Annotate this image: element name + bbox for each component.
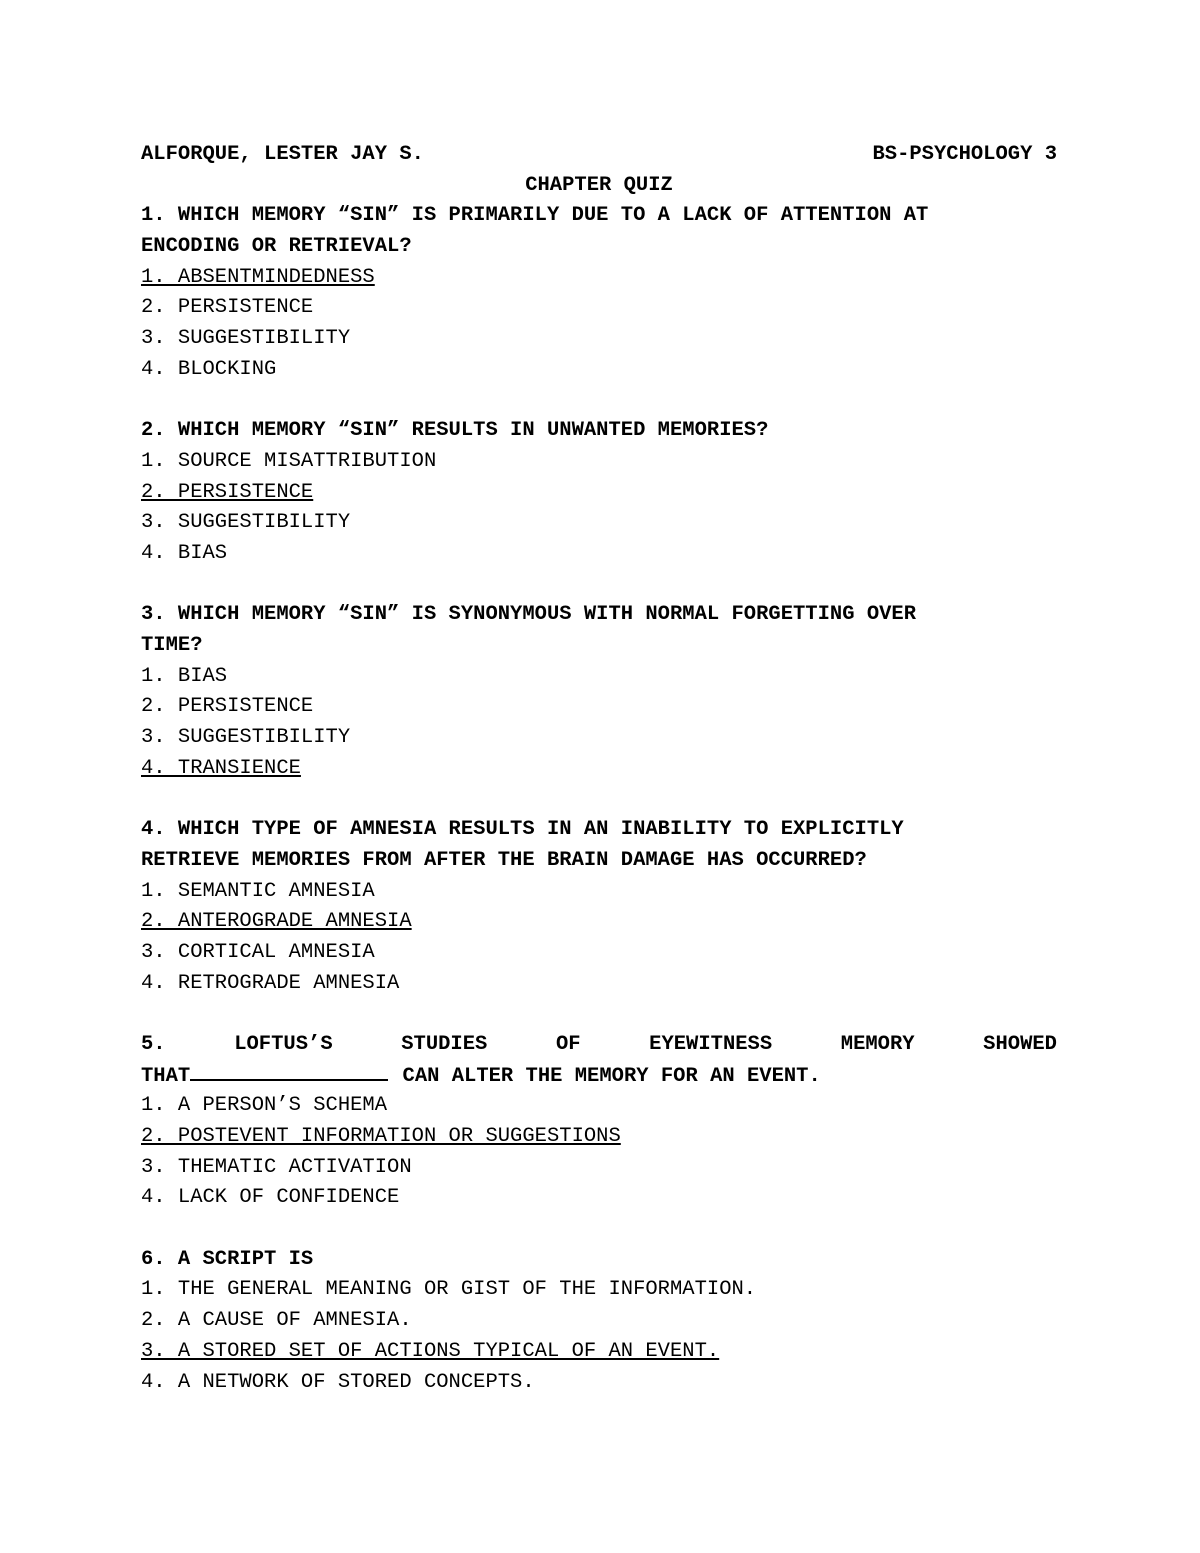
question-1-text-line-1: 1. WHICH MEMORY “SIN” IS PRIMARILY DUE TO A LACK OF ATTENTION AT [141, 204, 929, 228]
question-3-text-line-1: 3. WHICH MEMORY “SIN” IS SYNONYMOUS WITH NORMAL FORGETTING OVER [141, 603, 917, 627]
question-5-word: STUDIES [401, 1032, 488, 1056]
spacer [141, 784, 1057, 815]
question-5-option-4: 4. LACK OF CONFIDENCE [141, 1186, 400, 1210]
document-content [141, 140, 1057, 1398]
question-4-option-1: 1. SEMANTIC AMNESIA [141, 879, 375, 903]
question-6-option-3: 3. A STORED SET OF ACTIONS TYPICAL OF AN EVENT. [141, 1339, 720, 1363]
question-5-word: SHOWED [983, 1032, 1057, 1056]
question-5-option-3: 3. THEMATIC ACTIVATION [141, 1155, 412, 1179]
fill-in-blank [190, 1061, 388, 1081]
question-4-option-2: 2. ANTEROGRADE AMNESIA [141, 910, 412, 934]
question-3-option-4: 4. TRANSIENCE [141, 756, 301, 780]
question-5-word: MEMORY [840, 1032, 915, 1056]
question-6-text-line-1: 6. A SCRIPT IS [141, 1247, 314, 1271]
spacer [141, 570, 1057, 601]
question-6-option-1: 1. THE GENERAL MEANING OR GIST OF THE INFORMATION. [141, 1278, 757, 1302]
question-1-line-1 [141, 201, 1057, 232]
question-5-text-line-2 [141, 1061, 1057, 1092]
question-5 [141, 1030, 1057, 1214]
question-5-word: OF [555, 1032, 581, 1056]
question-3-option-2: 2. PERSISTENCE [141, 695, 314, 719]
question-1-option-3: 3. SUGGESTIBILITY [141, 327, 351, 351]
question-5-line-2-end: CAN ALTER THE MEMORY FOR AN EVENT. [390, 1064, 821, 1088]
question-5-line-2-start: THAT [141, 1064, 191, 1088]
question-1-option-2: 2. PERSISTENCE [141, 296, 314, 320]
question-2 [141, 416, 1057, 569]
question-2-option-1: 1. SOURCE MISATTRIBUTION [141, 449, 437, 473]
header-row [141, 140, 1057, 171]
question-6 [141, 1245, 1057, 1398]
question-5-option-2: 2. POSTEVENT INFORMATION OR SUGGESTIONS [141, 1125, 621, 1148]
question-2-option-4: 4. BIAS [141, 541, 228, 565]
student-name: ALFORQUE, LESTER JAY S. [141, 143, 424, 166]
question-6-option-2: 2. A CAUSE OF AMNESIA. [141, 1309, 412, 1333]
question-3 [141, 600, 1057, 784]
question-1 [141, 201, 1057, 385]
question-5-word: 5. [141, 1032, 166, 1056]
question-3-option-1: 1. BIAS [141, 664, 228, 688]
question-1-option-4: 4. BLOCKING [141, 357, 277, 381]
question-5-text-line-1 [141, 1030, 1057, 1061]
document-title: CHAPTER QUIZ [525, 173, 673, 197]
spacer [141, 1214, 1057, 1245]
question-4 [141, 815, 1057, 999]
question-3-option-3: 3. SUGGESTIBILITY [141, 726, 351, 750]
question-3-text-line-2: TIME? [141, 634, 203, 657]
question-6-option-4: 4. A NETWORK OF STORED CONCEPTS. [141, 1370, 535, 1394]
spacer [141, 999, 1057, 1030]
question-4-text-line-2: RETRIEVE MEMORIES FROM AFTER THE BRAIN DAMAGE HAS OCCURRED? [141, 848, 867, 872]
question-4-option-3: 3. CORTICAL AMNESIA [141, 940, 375, 964]
question-5-option-1: 1. A PERSON’S SCHEMA [141, 1094, 388, 1118]
question-4-option-4: 4. RETROGRADE AMNESIA [141, 971, 400, 995]
question-4-text-line-1: 4. WHICH TYPE OF AMNESIA RESULTS IN AN INABILITY TO EXPLICITLY [141, 818, 904, 842]
spacer [141, 386, 1057, 417]
question-5-word: LOFTUS’S [234, 1032, 333, 1056]
student-course: BS-PSYCHOLOGY 3 [872, 143, 1057, 166]
question-2-option-2: 2. PERSISTENCE [141, 480, 314, 504]
question-5-word: EYEWITNESS [649, 1032, 773, 1056]
question-1-option-1: 1. ABSENTMINDEDNESS [141, 265, 375, 289]
question-1-text-line-2: ENCODING OR RETRIEVAL? [141, 235, 412, 259]
question-2-text-line-1: 2. WHICH MEMORY “SIN” RESULTS IN UNWANTED MEMORIES? [141, 419, 769, 443]
question-2-option-3: 3. SUGGESTIBILITY [141, 511, 351, 535]
